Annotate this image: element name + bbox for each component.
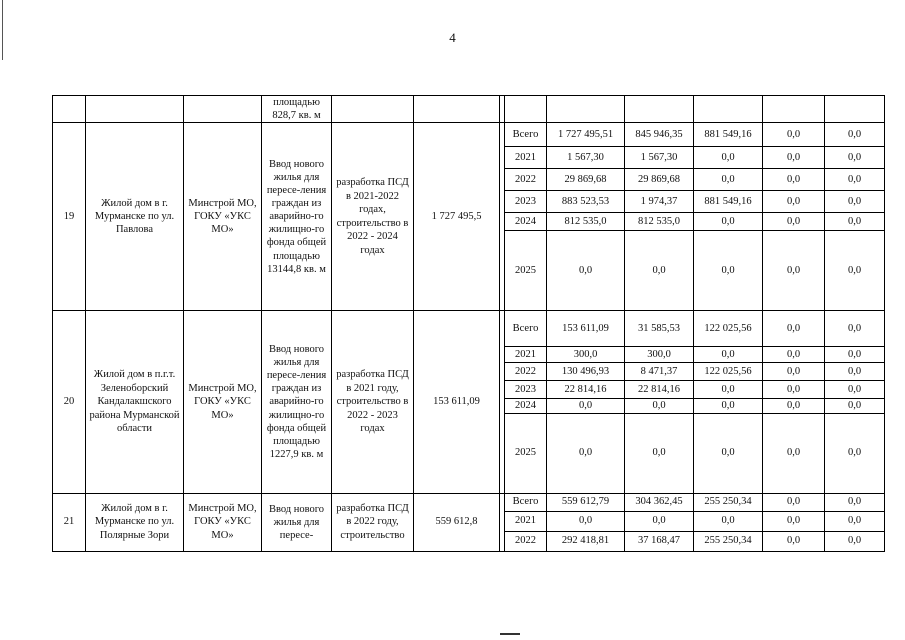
cell-v1: 1 727 495,51 [547, 123, 625, 147]
cell-year [505, 96, 547, 123]
program-table [52, 95, 885, 552]
cell-v5: 0,0 [825, 169, 885, 191]
cell-v1: 0,0 [547, 399, 625, 413]
cell-v1: 153 611,09 [547, 311, 625, 347]
cell-year: 2022 [505, 363, 547, 381]
cell-no: 21 [53, 493, 86, 551]
cell-year: Всего [505, 123, 547, 147]
cell-v5: 0,0 [825, 381, 885, 399]
cell-v4: 0,0 [763, 493, 825, 511]
cell-v5: 0,0 [825, 493, 885, 511]
cell-v3: 0,0 [694, 399, 763, 413]
cell-v3: 881 549,16 [694, 191, 763, 213]
cell-v5: 0,0 [825, 231, 885, 311]
cell-v4: 0,0 [763, 147, 825, 169]
cell-v4: 0,0 [763, 213, 825, 231]
cell-v1 [547, 96, 625, 123]
cell-executor [184, 96, 262, 123]
cell-v3: 0,0 [694, 511, 763, 531]
cell-v3: 0,0 [694, 231, 763, 311]
cell-v2: 1 567,30 [625, 147, 694, 169]
cell-no: 19 [53, 123, 86, 311]
cell-year: Всего [505, 311, 547, 347]
cell-cost [414, 96, 500, 123]
cell-executor: Минстрой МО, ГОКУ «УКС МО» [184, 311, 262, 493]
cell-v1: 130 496,93 [547, 363, 625, 381]
cell-v4: 0,0 [763, 311, 825, 347]
cell-stage: разработка ПСД в 2021 году, строительство в 2022 - 2023 годах [332, 311, 414, 493]
table-row-continuation [53, 96, 885, 123]
cell-v3: 122 025,56 [694, 363, 763, 381]
cell-executor: Минстрой МО, ГОКУ «УКС МО» [184, 123, 262, 311]
cell-v1: 812 535,0 [547, 213, 625, 231]
cell-v3: 255 250,34 [694, 531, 763, 551]
cell-year: 2024 [505, 399, 547, 413]
cell-v1: 559 612,79 [547, 493, 625, 511]
cell-v5: 0,0 [825, 123, 885, 147]
cell-year: 2021 [505, 511, 547, 531]
cell-v3: 0,0 [694, 381, 763, 399]
cell-executor: Минстрой МО, ГОКУ «УКС МО» [184, 493, 262, 551]
cell-v2: 37 168,47 [625, 531, 694, 551]
cell-v4: 0,0 [763, 531, 825, 551]
cell-stage: разработка ПСД в 2021-2022 годах, строительство в 2022 - 2024 годах [332, 123, 414, 311]
cell-cost: 559 612,8 [414, 493, 500, 551]
cell-v2: 1 974,37 [625, 191, 694, 213]
cell-v3: 0,0 [694, 213, 763, 231]
cell-v5: 0,0 [825, 511, 885, 531]
cell-v1: 0,0 [547, 511, 625, 531]
cell-v3: 122 025,56 [694, 311, 763, 347]
cell-v4: 0,0 [763, 413, 825, 493]
cell-name: Жилой дом в г. Мурманске по ул. Павлова [86, 123, 184, 311]
cell-v4: 0,0 [763, 169, 825, 191]
cell-purpose: Ввод нового жилья для пересе- [262, 493, 332, 551]
cell-year: 2024 [505, 213, 547, 231]
cell-v1: 22 814,16 [547, 381, 625, 399]
cell-v5: 0,0 [825, 191, 885, 213]
cell-v4: 0,0 [763, 363, 825, 381]
cell-v5: 0,0 [825, 311, 885, 347]
cell-no [53, 96, 86, 123]
cell-v4: 0,0 [763, 399, 825, 413]
page-number: 4 [449, 30, 456, 45]
table-row [53, 493, 885, 511]
cell-stage [332, 96, 414, 123]
cell-year: 2025 [505, 231, 547, 311]
cell-v2: 0,0 [625, 511, 694, 531]
cell-v2: 0,0 [625, 413, 694, 493]
cell-name [86, 96, 184, 123]
cell-v2: 0,0 [625, 231, 694, 311]
cell-no: 20 [53, 311, 86, 493]
cell-v2: 29 869,68 [625, 169, 694, 191]
cell-year: 2022 [505, 531, 547, 551]
table-row [53, 123, 885, 147]
cell-v4: 0,0 [763, 123, 825, 147]
cell-year: 2023 [505, 381, 547, 399]
cell-v3: 255 250,34 [694, 493, 763, 511]
cell-v5: 0,0 [825, 347, 885, 363]
cell-year: Всего [505, 493, 547, 511]
cell-v1: 883 523,53 [547, 191, 625, 213]
cell-name: Жилой дом в г. Мурманске по ул. Полярные Зори [86, 493, 184, 551]
cell-v4 [763, 96, 825, 123]
cell-v5 [825, 96, 885, 123]
cell-v5: 0,0 [825, 363, 885, 381]
cell-v2: 22 814,16 [625, 381, 694, 399]
table-row [53, 311, 885, 347]
cell-name: Жилой дом в п.г.т. Зеленоборский Кандалакшского района Мурманской области [86, 311, 184, 493]
cell-v1: 0,0 [547, 231, 625, 311]
cell-v3: 0,0 [694, 413, 763, 493]
cell-v4: 0,0 [763, 231, 825, 311]
cell-v3: 881 549,16 [694, 123, 763, 147]
cell-v5: 0,0 [825, 531, 885, 551]
cell-v4: 0,0 [763, 191, 825, 213]
cell-year: 2021 [505, 147, 547, 169]
cell-v3: 0,0 [694, 169, 763, 191]
cell-purpose: Ввод нового жилья для пересе-ления граждан из аварийно-го жилищно-го фонда общей площадью 13144,8 кв. м [262, 123, 332, 311]
cell-v2: 300,0 [625, 347, 694, 363]
cell-v5: 0,0 [825, 213, 885, 231]
cell-v1: 1 567,30 [547, 147, 625, 169]
table-body [53, 96, 885, 552]
cell-v4: 0,0 [763, 347, 825, 363]
cell-v3 [694, 96, 763, 123]
cell-year: 2025 [505, 413, 547, 493]
cell-v5: 0,0 [825, 399, 885, 413]
cell-v2: 845 946,35 [625, 123, 694, 147]
cell-v2: 812 535,0 [625, 213, 694, 231]
scan-mark [500, 633, 520, 635]
cell-cost: 153 611,09 [414, 311, 500, 493]
cell-v5: 0,0 [825, 147, 885, 169]
cell-year: 2021 [505, 347, 547, 363]
cell-v1: 29 869,68 [547, 169, 625, 191]
cell-cost: 1 727 495,5 [414, 123, 500, 311]
cell-year: 2022 [505, 169, 547, 191]
cell-year: 2023 [505, 191, 547, 213]
cell-v1: 0,0 [547, 413, 625, 493]
cell-v1: 292 418,81 [547, 531, 625, 551]
cell-purpose: Ввод нового жилья для пересе-ления граждан из аварийно-го жилищно-го фонда общей площадью 1227,9 кв. м [262, 311, 332, 493]
cell-v3: 0,0 [694, 347, 763, 363]
cell-v3: 0,0 [694, 147, 763, 169]
cell-v2: 8 471,37 [625, 363, 694, 381]
cell-v4: 0,0 [763, 381, 825, 399]
cell-v2: 304 362,45 [625, 493, 694, 511]
cell-purpose: площадью 828,7 кв. м [262, 96, 332, 123]
cell-v2 [625, 96, 694, 123]
cell-v2: 0,0 [625, 399, 694, 413]
cell-v5: 0,0 [825, 413, 885, 493]
cell-v2: 31 585,53 [625, 311, 694, 347]
cell-stage: разработка ПСД в 2022 году, строительство [332, 493, 414, 551]
cell-v1: 300,0 [547, 347, 625, 363]
cell-v4: 0,0 [763, 511, 825, 531]
